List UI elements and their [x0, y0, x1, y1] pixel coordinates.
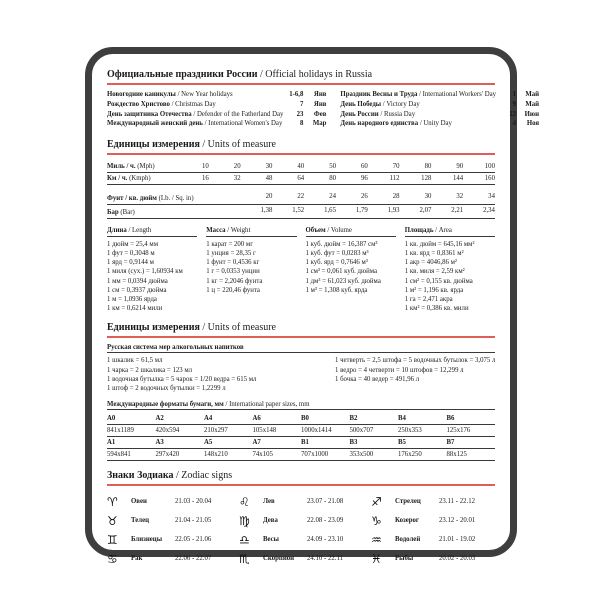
conversion-title-ru: Объем [305, 227, 326, 235]
paper-table [107, 413, 495, 461]
paper-cell: A7 [252, 439, 261, 447]
measure-value: 2,07 [419, 207, 432, 215]
zodiac-row [239, 511, 363, 530]
measure-value: 10 [202, 163, 209, 171]
measure-value: 2,21 [451, 207, 464, 215]
measure-value: 112 [389, 175, 400, 183]
zodiac-name: Телец [131, 517, 150, 525]
paper-row [107, 437, 495, 449]
holiday-name-ru: День защитника Отечества [107, 110, 192, 118]
holiday-row [107, 120, 326, 127]
zodiac-row [371, 530, 495, 549]
conversion-item: 1 кг = 2,2046 фунта [206, 277, 263, 285]
holiday-name-ru: Рождество Христово [107, 100, 170, 108]
holiday-name-en: / International Workers' Day [419, 91, 497, 98]
holiday-name-ru: День России [340, 110, 379, 118]
paper-cell: 594x841 [107, 451, 131, 459]
conversion-column-header [306, 227, 396, 237]
holiday-name-ru: Международный женский день [107, 120, 203, 128]
zodiac-dates: 24.09 - 23.10 [307, 536, 344, 544]
zodiac-row [371, 492, 495, 511]
measure-value: 80 [329, 175, 336, 183]
conversion-item: 1 мм = 0,0394 дюйма [107, 277, 168, 285]
zodiac-row [107, 492, 231, 511]
paper-subtitle-en: / International paper sizes, mm [225, 400, 310, 408]
zodiac-name: Овен [131, 498, 147, 506]
holiday-name [107, 91, 283, 98]
zodiac-name: Козерог [395, 517, 420, 525]
pisces-icon: ♓ [371, 551, 382, 566]
alcohol-line: 1 шкалик = 61,5 мл [107, 357, 163, 365]
gemini-icon: ♊ [107, 532, 118, 547]
holiday-name [340, 91, 496, 98]
measure-value: 144 [452, 175, 464, 183]
measure-value: 128 [421, 175, 432, 183]
cancer-icon: ♋ [107, 551, 118, 566]
zodiac-name: Рыбы [395, 555, 414, 563]
measure-label-en: (Kmph) [129, 175, 151, 183]
holiday-month: Июн [524, 110, 540, 118]
measure-value: 90 [456, 163, 464, 171]
measure-row-label [107, 195, 194, 203]
holiday-month: Янв [313, 91, 327, 98]
section-divider [107, 336, 495, 338]
conversion-items [107, 240, 197, 313]
paper-row [107, 425, 495, 437]
paper-cell: 176x250 [398, 451, 422, 459]
holiday-name [340, 101, 496, 108]
holiday-row [107, 101, 326, 108]
zodiac-column [107, 492, 231, 568]
measure-value: 20 [233, 163, 241, 171]
measure-cells [177, 193, 495, 200]
holiday-month: Фев [313, 110, 327, 118]
measure-value: 30 [265, 163, 273, 171]
holiday-name-ru: День Победы [340, 100, 382, 108]
holiday-name [107, 101, 283, 108]
zodiac-name: Водолей [395, 536, 421, 544]
zodiac-column [371, 492, 495, 568]
measure-value: 32 [456, 193, 464, 201]
paper-cell: A6 [252, 415, 261, 423]
paper-cell: 210x297 [204, 427, 228, 435]
measure-cells [177, 207, 495, 214]
measure-row [107, 161, 495, 173]
measure-value: 80 [424, 163, 432, 171]
measure-value: 1,65 [324, 207, 336, 215]
alcohol-right-column [335, 356, 495, 392]
conversion-item: 1 куб. дюйм = 16,387 см³ [305, 241, 378, 249]
measure-row [107, 173, 495, 185]
measure-value: 26 [360, 193, 368, 201]
zodiac-title-en: / Zodiac signs [175, 470, 233, 482]
paper-cell: A5 [204, 439, 213, 447]
zodiac-row [107, 530, 231, 549]
conversion-item: 1 ц = 220,46 фунта [206, 286, 260, 294]
measure-label-ru: Км / ч. [107, 175, 128, 183]
conversion-item: 1 га = 2,471 акра [404, 295, 453, 303]
pressure-table [107, 191, 495, 219]
section-divider [107, 83, 495, 85]
conversion-item: 1 акр = 4046,86 м² [404, 259, 457, 267]
zodiac-row [371, 549, 495, 568]
paper-cell: 88x125 [446, 451, 467, 459]
conversion-item: 1 кв. ярд = 0,8361 м² [404, 250, 464, 258]
measure-value [209, 193, 241, 200]
conversion-item: 1 м² = 1,196 кв. ярда [404, 286, 464, 294]
zodiac-dates: 24.10 - 22.11 [307, 555, 343, 563]
measure-value: 64 [297, 175, 305, 183]
capricorn-icon: ♑ [371, 513, 382, 528]
alcohol-line: 1 штоф = 2 водочных бутылки = 1,2299 л [107, 384, 226, 392]
zodiac-name: Рак [131, 555, 143, 563]
paper-cell: 420x594 [155, 427, 180, 435]
measure-value: 160 [484, 175, 495, 183]
measure-row-label [107, 209, 177, 216]
paper-cell: A3 [155, 439, 164, 447]
conversion-item: 1 фунт = 0,4536 кг [206, 259, 260, 267]
taurus-icon: ♉ [107, 513, 118, 528]
paper-subtitle [107, 401, 495, 411]
conversion-item: 1 куб. ярд = 0,7646 м³ [305, 259, 368, 267]
units2-title-ru: Единицы измерения [107, 321, 200, 333]
paper-row [107, 449, 495, 461]
measure-value: 34 [488, 193, 495, 201]
paper-cell: 841x1189 [107, 427, 134, 435]
paper-cell: 353x500 [349, 451, 374, 459]
aquarius-icon: ♒ [371, 532, 382, 547]
conversion-item: 1 кв. дюйм = 645,16 мм² [404, 241, 475, 249]
conversion-column [405, 227, 495, 313]
zodiac-dates: 22.08 - 23.09 [307, 517, 344, 525]
measure-label-ru: Миль / ч. [107, 163, 136, 171]
alcohol-line: 1 чарка = 2 шкалика = 123 мл [107, 366, 193, 374]
paper-cell: B5 [398, 439, 406, 447]
measure-label-en: (Mph) [137, 163, 155, 171]
zodiac-dates: 21.01 - 19.02 [439, 536, 476, 544]
holiday-name-en: / International Women's Day [204, 120, 283, 128]
libra-icon: ♎ [239, 532, 250, 547]
measure-value: 96 [360, 175, 368, 183]
holiday-name-en: / Christmas Day [171, 100, 216, 108]
measure-label-ru: Бар [107, 209, 119, 217]
paper-cell: 74x105 [252, 451, 273, 459]
holiday-name-en: / Unity Day [419, 120, 452, 128]
paper-cell: B1 [301, 439, 309, 447]
conversion-title-en: / Weight [227, 227, 251, 235]
conversion-item: 1 дюйм = 25,4 мм [107, 241, 158, 249]
zodiac-dates: 22.05 - 21.06 [175, 536, 212, 544]
holidays-title-en: / Official holidays in Russia [260, 69, 373, 80]
conversion-title-ru: Масса [206, 227, 226, 235]
measure-value: 40 [297, 163, 305, 171]
zodiac-section-title [107, 470, 495, 481]
measure-row-label [107, 175, 177, 182]
measure-value [177, 207, 209, 214]
holiday-row [107, 111, 326, 118]
measure-value: 70 [392, 163, 400, 171]
measure-value: 20 [265, 193, 273, 201]
measure-value [177, 193, 209, 200]
section-units-of-measure-2 [107, 322, 495, 461]
units2-title-en: / Units of measure [202, 321, 276, 333]
holiday-name [107, 120, 283, 127]
units-title-ru: Единицы измерения [107, 139, 200, 151]
zodiac-name: Лев [263, 498, 275, 506]
conversion-item: 1 фут = 0,3048 м [107, 250, 155, 258]
holiday-date: 1 [512, 91, 517, 98]
zodiac-dates: 21.03 - 20.04 [175, 498, 212, 506]
holiday-name-en: / New Year holidays [177, 91, 233, 98]
conversion-item: 1 куб. фут = 0,0283 м³ [305, 250, 369, 258]
conversion-items [405, 240, 495, 313]
measure-value: 100 [484, 163, 495, 171]
paper-cell: A1 [107, 439, 116, 447]
paper-cell: 250x353 [398, 427, 422, 435]
conversion-column [306, 227, 396, 313]
conversion-column [206, 227, 296, 313]
holiday-name [107, 111, 283, 118]
holiday-row [340, 101, 539, 108]
units-section-title [107, 139, 495, 150]
measure-label-en: (Bar) [120, 209, 135, 217]
page-content [92, 54, 540, 568]
conversion-item: 1 карат = 200 мг [206, 241, 253, 249]
conversion-items [206, 240, 296, 295]
measure-label-ru: Фунт / кв. дюйм [107, 195, 157, 203]
measure-value [209, 207, 241, 214]
conversion-item: 1 кв. миля = 2,59 км² [404, 268, 465, 276]
paper-sizes [107, 401, 495, 462]
virgo-icon: ♍ [239, 513, 250, 528]
scorpio-icon: ♏ [239, 551, 250, 566]
diary-page [85, 47, 540, 566]
paper-cell: 105x148 [252, 427, 277, 435]
paper-row [107, 413, 495, 425]
measure-value: 48 [265, 175, 273, 183]
zodiac-dates: 23.12 - 20.01 [439, 517, 476, 525]
conversion-item: 1 см = 0,3937 дюйма [107, 286, 167, 294]
zodiac-dates: 20.02 - 20.03 [439, 555, 476, 563]
conversion-item: 1 г = 0,0353 унции [206, 268, 260, 276]
paper-cell: 148x210 [204, 451, 228, 459]
holiday-name-en: / Victory Day [382, 100, 420, 108]
paper-subtitle-ru: Международные форматы бумаги, мм [107, 400, 224, 408]
alcohol-line: 1 водочная бутылка = 5 чарок = 1/20 ведра = 615 мл [107, 375, 257, 383]
holidays-right-column [340, 91, 539, 130]
measure-value: 60 [360, 163, 368, 171]
holiday-date: 4 [512, 120, 517, 128]
zodiac-dates: 22.06 - 22.07 [175, 555, 212, 563]
paper-cell: A0 [107, 415, 116, 423]
holiday-month: Мар [312, 120, 327, 128]
holiday-name-ru: Новогодние каникулы [107, 91, 176, 98]
conversion-column [107, 227, 197, 313]
alcohol-line: 1 ведро = 4 четверти = 10 штофов = 12,299 л [335, 366, 464, 374]
holiday-name-en: / Defender of the Fatherland Day [193, 110, 284, 118]
holiday-month: Янв [313, 100, 327, 108]
paper-cell: B3 [349, 439, 358, 447]
holiday-row [340, 111, 539, 118]
conversion-item: 1 см³ = 0,061 куб. дюйма [305, 268, 377, 276]
measure-value: 24 [329, 193, 336, 201]
holiday-month: Ноя [526, 120, 540, 128]
measure-value: 32 [233, 175, 241, 183]
conversion-title-en: / Area [435, 227, 452, 235]
section-divider [107, 484, 495, 486]
holiday-row [340, 120, 539, 127]
holidays-columns [107, 91, 540, 130]
units-title-en: / Units of measure [202, 139, 276, 151]
measure-value: 30 [424, 193, 432, 201]
conversion-item: 1 миля (сух.) = 1,60934 км [107, 268, 183, 276]
measure-value: 1,52 [292, 207, 305, 215]
paper-cell: A2 [155, 415, 164, 423]
measure-label-en: (Lb. / Sq. in) [158, 195, 194, 203]
measure-value: 1,79 [355, 207, 368, 215]
conversion-items [306, 240, 396, 295]
measure-value: 50 [329, 163, 336, 171]
holiday-date: 9 [512, 100, 517, 108]
measure-cells [177, 175, 495, 182]
holiday-date: 8 [300, 120, 304, 128]
holiday-date: 7 [300, 100, 304, 108]
zodiac-row [239, 530, 363, 549]
alcohol-columns [107, 356, 495, 392]
measure-row [107, 191, 495, 205]
section-zodiac [107, 470, 495, 568]
conversion-item: 1 м = 1,0936 ярда [107, 295, 157, 303]
conversion-item: 1 км² = 0,386 кв. мили [404, 304, 469, 312]
conversion-item: 1 см² = 0,155 кв. дюйма [404, 277, 473, 285]
holiday-name-en: / Russia Day [380, 110, 416, 118]
speed-table [107, 161, 495, 185]
measure-value: 1,93 [387, 207, 400, 215]
conversion-item: 1 унция = 28,35 г [206, 250, 256, 258]
holiday-name [340, 120, 496, 127]
paper-cell: 500x707 [349, 427, 374, 435]
units2-section-title [107, 322, 495, 333]
conversion-columns [107, 227, 495, 313]
zodiac-name: Близнецы [131, 536, 163, 544]
conversion-item: 1 дм³ = 61,023 куб. дюйма [305, 277, 381, 285]
measure-value: 28 [392, 193, 400, 201]
measure-value: 1,38 [260, 207, 273, 215]
section-divider [107, 153, 495, 155]
zodiac-name: Скорпион [263, 555, 295, 563]
conversion-item: 1 км = 0,6214 мили [107, 304, 163, 312]
alcohol-subtitle: Русская система мер алкогольных напитков [107, 344, 495, 354]
measure-value: 16 [202, 175, 209, 183]
holiday-name [340, 111, 496, 118]
zodiac-name: Весы [263, 536, 279, 544]
holiday-date: 12 [509, 110, 517, 118]
conversion-title-en: / Length [128, 227, 152, 235]
zodiac-row [371, 511, 495, 530]
holiday-month: Май [525, 91, 540, 98]
sagittarius-icon: ♐ [371, 494, 382, 509]
paper-cell: B7 [446, 439, 455, 447]
leo-icon: ♌ [239, 494, 250, 509]
zodiac-row [107, 549, 231, 568]
conversion-item: 1 м³ = 1,308 куб. ярда [305, 286, 368, 294]
holiday-date: 23 [296, 110, 304, 118]
holidays-title-ru: Официальные праздники России [107, 69, 258, 80]
zodiac-title-ru: Знаки Зодиака [107, 470, 174, 482]
conversion-title-ru: Длина [107, 227, 127, 235]
conversion-column-header [206, 227, 296, 237]
holiday-row [107, 91, 326, 98]
holidays-left-column [107, 91, 326, 130]
holiday-name-ru: День народного единства [340, 120, 419, 128]
measure-cells [177, 163, 495, 170]
paper-cell: 125x176 [446, 427, 471, 435]
paper-cell: B4 [398, 415, 406, 423]
measure-row [107, 205, 495, 219]
zodiac-dates: 23.11 - 22.12 [439, 498, 475, 506]
paper-cell: A4 [204, 415, 213, 423]
zodiac-name: Стрелец [395, 498, 421, 506]
zodiac-dates: 23.07 - 21.08 [307, 498, 344, 506]
alcohol-line: 1 бочка = 40 ведер = 491,96 л [335, 375, 420, 383]
holidays-section-title [107, 69, 495, 80]
alcohol-left-column [107, 356, 325, 392]
alcohol-line: 1 четверть = 2,5 штофа = 5 водочных бутылок = 3,075 л [335, 357, 496, 365]
holiday-name-ru: Праздник Весны и Труда [340, 91, 418, 98]
measure-value: 2,34 [483, 207, 495, 215]
section-units-of-measure [107, 139, 495, 313]
conversion-title-ru: Площадь [404, 227, 434, 235]
section-official-holidays [107, 69, 540, 130]
holiday-date: 1-6,8 [289, 91, 304, 98]
paper-cell: 297x420 [155, 451, 180, 459]
paper-cell: B0 [301, 415, 309, 423]
paper-cell: 1000x1414 [301, 427, 332, 435]
zodiac-columns [107, 492, 495, 568]
zodiac-name: Дева [263, 517, 278, 525]
conversion-column-header [405, 227, 495, 237]
zodiac-row [239, 492, 363, 511]
zodiac-row [107, 511, 231, 530]
conversion-item: 1 ярд = 0,9144 м [107, 259, 154, 267]
paper-cell: 707x1000 [301, 451, 329, 459]
measure-row-label [107, 163, 177, 170]
holiday-month: Май [525, 100, 540, 108]
zodiac-column [239, 492, 363, 568]
holiday-row [340, 91, 539, 98]
aries-icon: ♈ [107, 494, 118, 509]
paper-cell: B2 [349, 415, 358, 423]
conversion-title-en: / Volume [327, 227, 352, 235]
paper-cell: B6 [446, 415, 455, 423]
zodiac-row [239, 549, 363, 568]
zodiac-dates: 21.04 - 21.05 [175, 517, 212, 525]
measure-value: 22 [297, 193, 305, 201]
conversion-column-header [107, 227, 197, 237]
